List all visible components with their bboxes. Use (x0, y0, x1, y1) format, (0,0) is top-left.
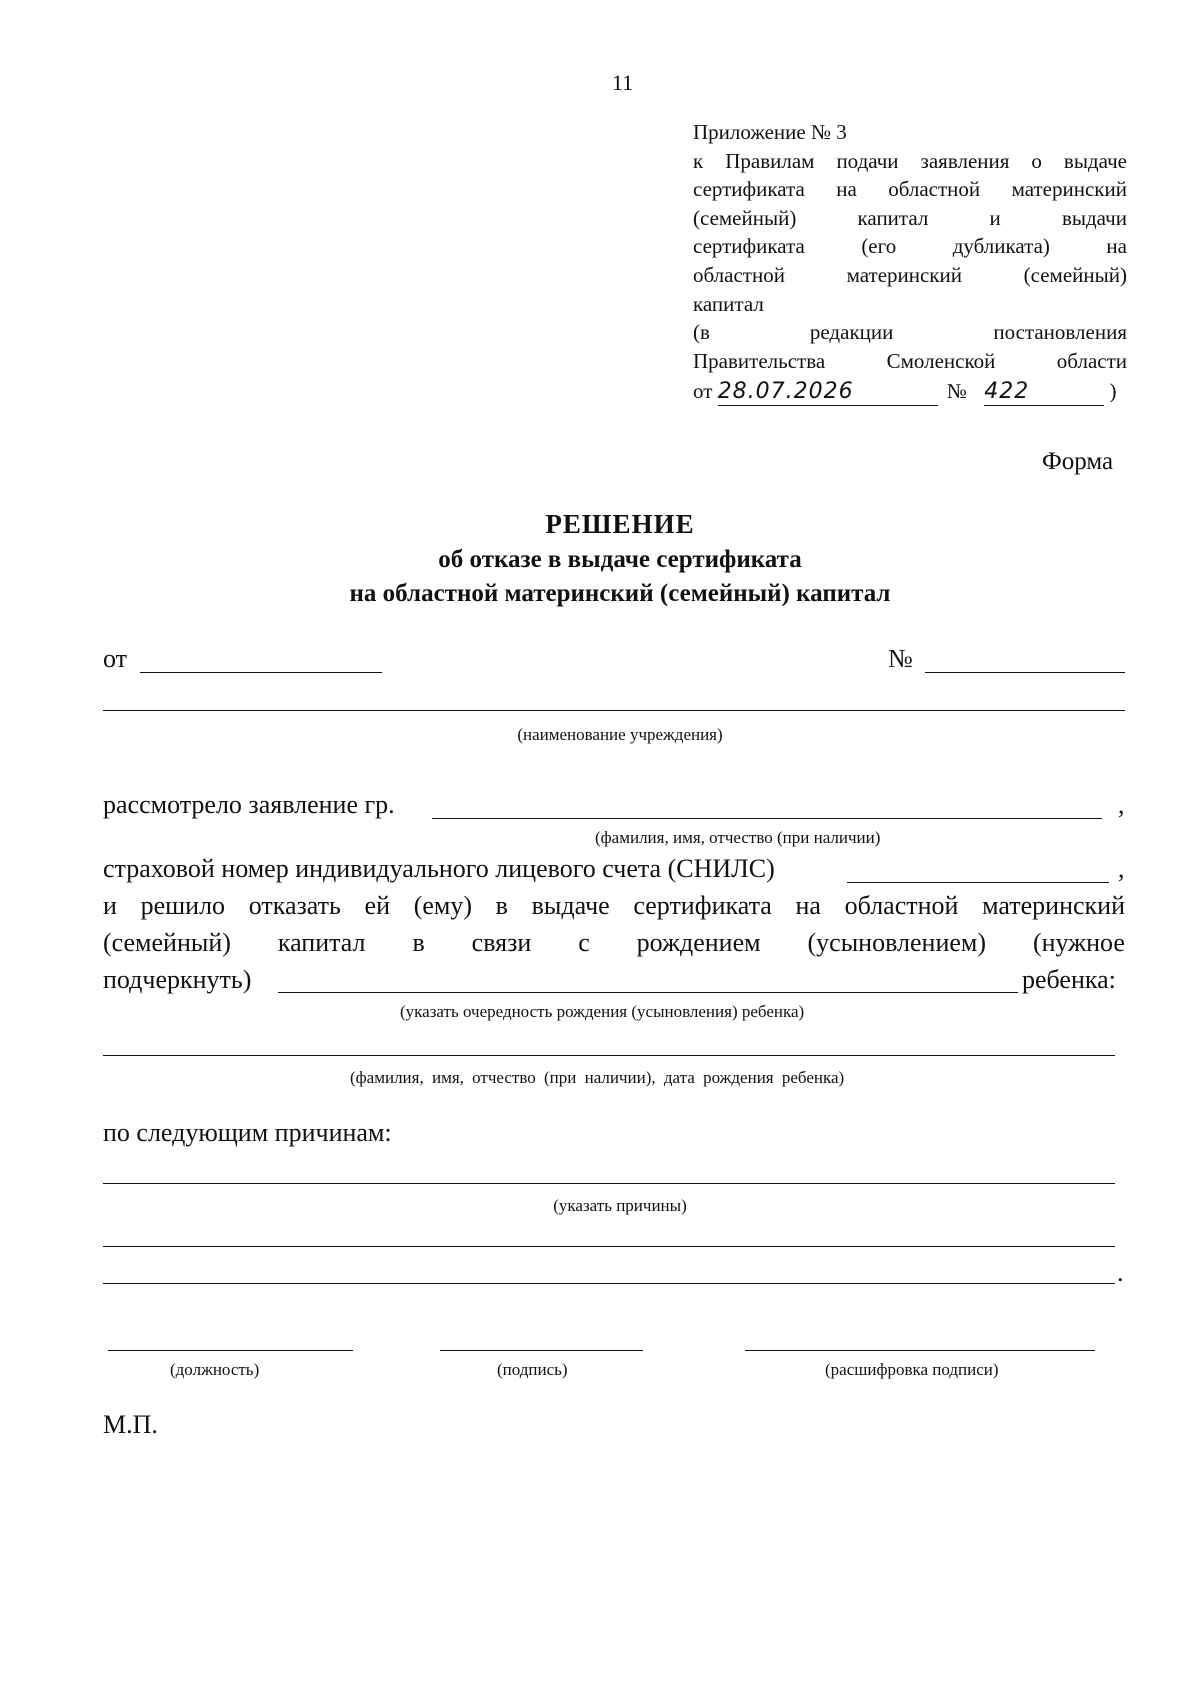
appendix-line: (семейный) капитал и выдачи (693, 205, 1127, 230)
position-caption: (должность) (170, 1360, 260, 1379)
document-subtitle: об отказе в выдаче сертификата (438, 546, 802, 573)
child-label: ребенка: (1022, 965, 1116, 994)
number-label: № (888, 644, 913, 673)
signature-decoding-caption: (расшифровка подписи) (825, 1360, 999, 1379)
appendix-line: (в редакции постановления (693, 320, 1127, 345)
number-sign: № (946, 379, 967, 404)
snils-text: страховой номер индивидуального лицевого счета (СНИЛС) (103, 854, 775, 883)
date-blank (140, 672, 382, 673)
underline-hint: подчеркнуть) (103, 965, 252, 994)
appendix-line: Приложение № 3 (693, 120, 847, 144)
appendix-line: Правительства Смоленской области (693, 348, 1127, 373)
closing-paren: ) (1109, 379, 1117, 404)
document-title: РЕШЕНИЕ (545, 509, 695, 539)
applicant-caption: (фамилия, имя, отчество (при наличии) (595, 828, 881, 847)
appendix-block (693, 118, 1127, 406)
comma: , (1118, 790, 1125, 819)
reasons-caption: (указать причины) (553, 1196, 687, 1215)
appendix-line: капитал (693, 291, 764, 316)
appendix-line: сертификата на областной материнский (693, 177, 1127, 202)
seal-mark: М.П. (103, 1410, 158, 1439)
comma: , (1118, 854, 1125, 883)
page-number: 11 (612, 70, 634, 95)
resolution-number: 422 (984, 379, 1104, 406)
final-period: . (1117, 1258, 1124, 1287)
resolution-date: 28.07.2026 (718, 379, 938, 406)
child-order-blank (278, 992, 1018, 993)
reasons-blank (103, 1246, 1115, 1247)
appendix-line: к Правилам подачи заявления о выдаче (693, 148, 1127, 173)
appendix-line: сертификата (его дубликата) на (693, 234, 1127, 259)
child-order-caption: (указать очередность рождения (усыновления) ребенка) (400, 1002, 805, 1021)
reasons-intro: по следующим причинам: (103, 1118, 392, 1147)
reasons-blank (103, 1283, 1115, 1284)
decision-text: и решило отказать ей (ему) в выдаче сертификата на областной материнский (103, 891, 1125, 920)
institution-caption: (наименование учреждения) (517, 725, 723, 744)
institution-blank (103, 710, 1125, 711)
child-name-blank (103, 1055, 1115, 1056)
decision-line (103, 891, 1125, 921)
birth-text: (семейный) капитал в связи с рождением (усыновлением) (нужное (103, 928, 1125, 957)
appendix-line: областной материнский (семейный) (693, 262, 1127, 287)
date-prefix: от (693, 379, 713, 404)
reasons-blank (103, 1183, 1115, 1184)
signature-caption: (подпись) (497, 1360, 568, 1379)
appendix-date-line (693, 377, 1127, 406)
snils-blank (847, 882, 1109, 883)
number-blank (925, 672, 1125, 673)
position-blank (108, 1350, 353, 1351)
document-subtitle: на областной материнский (семейный) капитал (349, 580, 891, 607)
from-label: от (103, 644, 128, 673)
signature-blank (440, 1350, 643, 1351)
birth-line (103, 928, 1125, 958)
considered-text: рассмотрело заявление гр. (103, 790, 395, 819)
signature-decoding-blank (745, 1350, 1095, 1351)
child-name-caption: (фамилия, имя, отчество (при наличии), дата рождения ребенка) (350, 1068, 845, 1087)
applicant-blank (432, 818, 1102, 819)
form-label: Форма (1042, 448, 1114, 475)
